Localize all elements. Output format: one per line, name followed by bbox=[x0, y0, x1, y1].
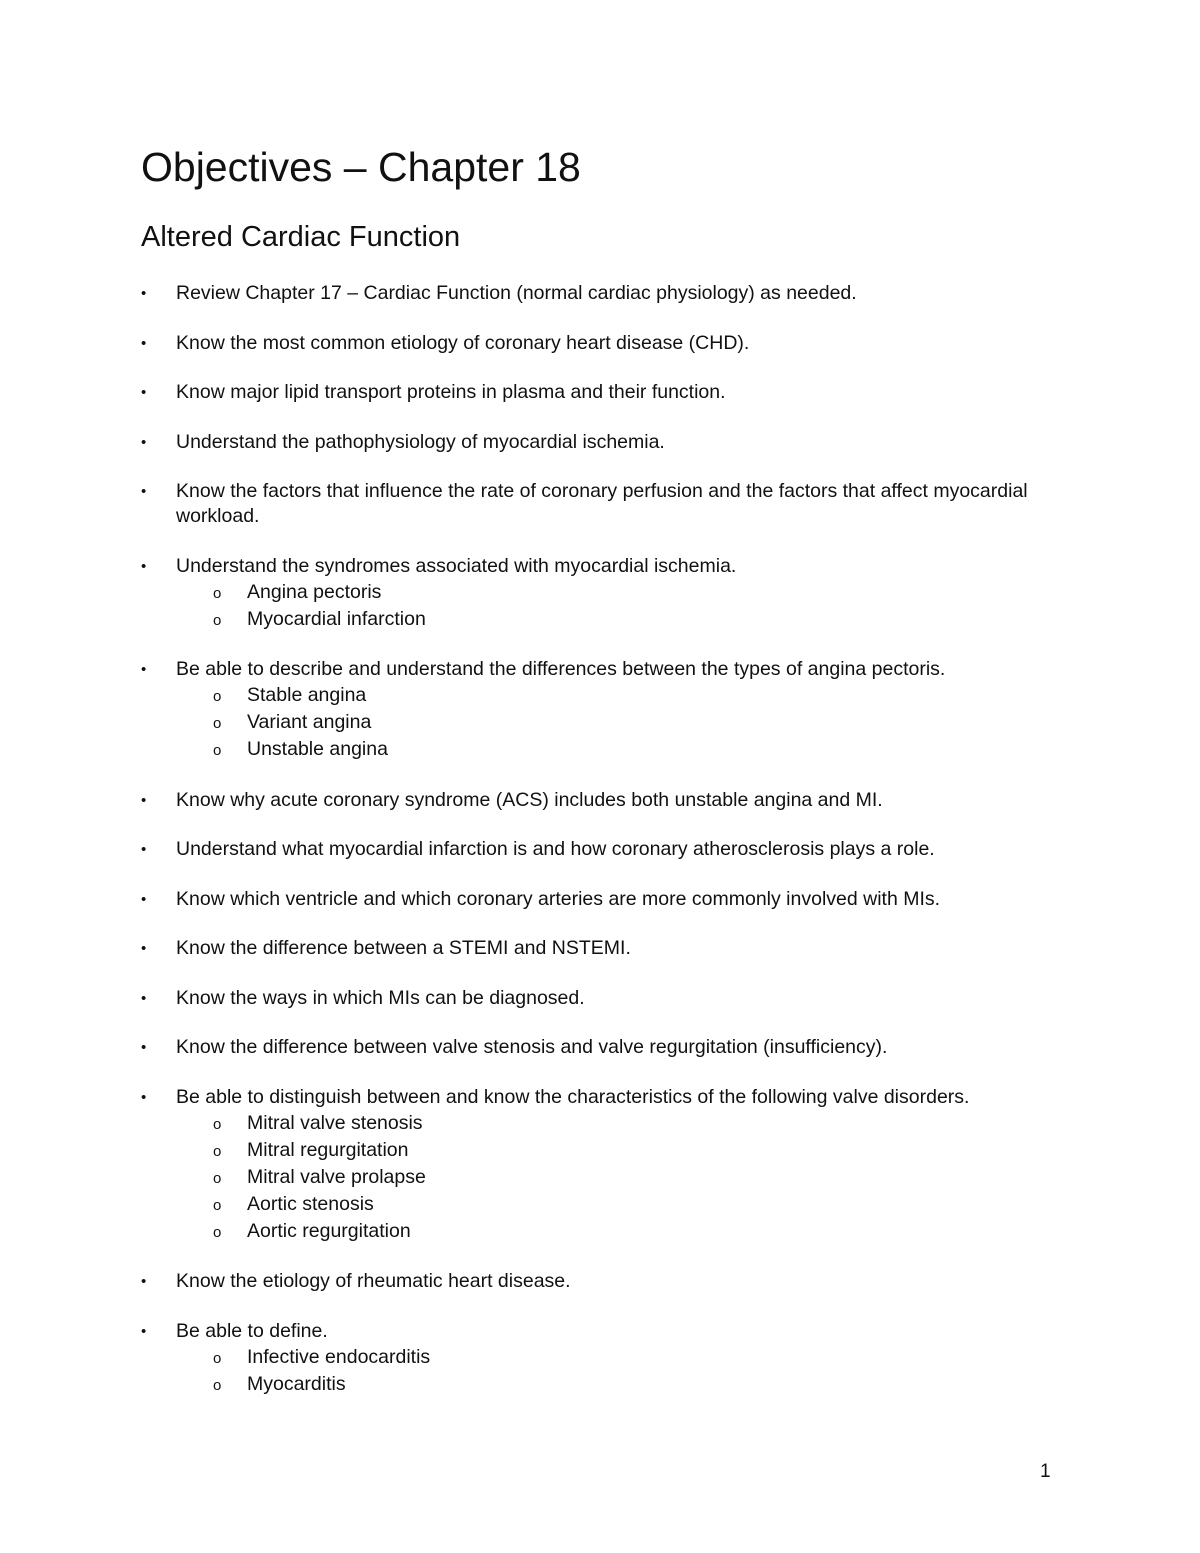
sub-item-text: Unstable angina bbox=[247, 738, 388, 760]
sub-item-text: Variant angina bbox=[247, 711, 372, 733]
sub-item-text: Myocarditis bbox=[247, 1372, 346, 1395]
hollow-bullet-icon: o bbox=[213, 1223, 222, 1241]
objective-item bbox=[141, 380, 1071, 405]
objective-text: Know the ways in which MIs can be diagnosed. bbox=[176, 986, 585, 1009]
objective-text: Know why acute coronary syndrome (ACS) includes both unstable angina and MI. bbox=[176, 788, 883, 811]
objective-item bbox=[141, 887, 1071, 912]
bullet-icon: • bbox=[141, 483, 147, 500]
objective-text: Understand what myocardial infarction is and how coronary atherosclerosis plays a role. bbox=[176, 838, 935, 860]
sub-list-item bbox=[213, 606, 1071, 633]
hollow-bullet-icon: o bbox=[213, 1169, 222, 1187]
bullet-icon: • bbox=[141, 384, 147, 401]
bullet-icon: • bbox=[141, 1273, 147, 1290]
sub-item-text: Infective endocarditis bbox=[247, 1345, 431, 1368]
objective-text: Be able to describe and understand the differences between the types of angina pectoris. bbox=[176, 658, 946, 680]
objective-item bbox=[141, 936, 1071, 961]
objective-text: Be able to define. bbox=[176, 1319, 328, 1342]
sub-list-item bbox=[213, 709, 1071, 736]
hollow-bullet-icon: o bbox=[213, 1115, 222, 1133]
hollow-bullet-icon: o bbox=[213, 1142, 222, 1160]
objective-text: Know which ventricle and which coronary arteries are more commonly involved with MIs. bbox=[176, 887, 941, 910]
bullet-icon: • bbox=[141, 661, 147, 678]
hollow-bullet-icon: o bbox=[213, 742, 222, 759]
sub-item-text: Aortic regurgitation bbox=[247, 1219, 411, 1242]
bullet-icon: • bbox=[141, 989, 147, 1007]
sub-list bbox=[176, 1110, 1071, 1245]
objective-item bbox=[141, 331, 1071, 356]
objective-text: Understand the pathophysiology of myocardial ischemia. bbox=[176, 430, 665, 453]
objective-item bbox=[141, 1319, 1071, 1398]
sub-list-item bbox=[213, 1344, 1071, 1371]
sub-list-item bbox=[213, 579, 1071, 606]
hollow-bullet-icon: o bbox=[213, 688, 222, 705]
bullet-icon: • bbox=[141, 890, 147, 908]
bullet-icon: • bbox=[141, 285, 147, 302]
sub-list-item bbox=[213, 1137, 1071, 1164]
bullet-icon: • bbox=[141, 1322, 147, 1340]
objectives-list bbox=[141, 281, 1071, 1422]
sub-list-item bbox=[213, 1164, 1071, 1191]
objective-text: Know the etiology of rheumatic heart disease. bbox=[176, 1270, 571, 1292]
hollow-bullet-icon: o bbox=[213, 1196, 222, 1214]
sub-list bbox=[176, 579, 1071, 633]
sub-list-item bbox=[213, 736, 1071, 763]
bullet-icon: • bbox=[141, 557, 147, 575]
hollow-bullet-icon: o bbox=[213, 584, 222, 602]
sub-item-text: Angina pectoris bbox=[247, 580, 382, 603]
objective-text: Know the difference between valve stenosis and valve regurgitation (insufficiency). bbox=[176, 1036, 888, 1058]
hollow-bullet-icon: o bbox=[213, 1376, 222, 1394]
hollow-bullet-icon: o bbox=[213, 1349, 222, 1367]
bullet-icon: • bbox=[141, 433, 147, 451]
objective-text: Understand the syndromes associated with myocardial ischemia. bbox=[176, 554, 737, 577]
objective-item bbox=[141, 657, 1071, 763]
page-title: Objectives – Chapter 18 bbox=[141, 144, 581, 190]
objective-item bbox=[141, 479, 1071, 529]
hollow-bullet-icon: o bbox=[213, 611, 222, 629]
sub-list-item bbox=[213, 1191, 1071, 1218]
objective-text: Know the factors that influence the rate of coronary perfusion and the factors that affect myocardial workload. bbox=[176, 480, 1028, 527]
sub-item-text: Stable angina bbox=[247, 684, 367, 706]
page-number: 1 bbox=[1040, 1461, 1051, 1482]
sub-list-item bbox=[213, 1371, 1071, 1398]
sub-list-item bbox=[213, 1218, 1071, 1245]
objective-text: Review Chapter 17 – Cardiac Function (normal cardiac physiology) as needed. bbox=[176, 282, 857, 304]
objective-text: Be able to distinguish between and know the characteristics of the following valve disorders. bbox=[176, 1085, 970, 1108]
bullet-icon: • bbox=[141, 1039, 147, 1056]
sub-item-text: Mitral valve prolapse bbox=[247, 1165, 426, 1188]
hollow-bullet-icon: o bbox=[213, 715, 222, 732]
page-subtitle: Altered Cardiac Function bbox=[141, 221, 461, 253]
objective-text: Know the most common etiology of coronary heart disease (CHD). bbox=[176, 331, 750, 354]
objective-item bbox=[141, 788, 1071, 813]
objective-item bbox=[141, 281, 1071, 306]
bullet-icon: • bbox=[141, 940, 147, 957]
objective-text: Know the difference between a STEMI and NSTEMI. bbox=[176, 937, 631, 959]
objective-item bbox=[141, 1269, 1071, 1294]
bullet-icon: • bbox=[141, 1088, 147, 1106]
objective-item bbox=[141, 986, 1071, 1011]
sub-item-text: Mitral valve stenosis bbox=[247, 1111, 423, 1134]
sub-list-item bbox=[213, 1110, 1071, 1137]
objective-item bbox=[141, 837, 1071, 862]
sub-item-text: Aortic stenosis bbox=[247, 1192, 374, 1215]
objective-item bbox=[141, 430, 1071, 455]
objective-item bbox=[141, 1035, 1071, 1060]
bullet-icon: • bbox=[141, 334, 147, 352]
bullet-icon: • bbox=[141, 841, 147, 858]
objective-text: Know major lipid transport proteins in plasma and their function. bbox=[176, 381, 726, 403]
sub-item-text: Mitral regurgitation bbox=[247, 1138, 409, 1161]
sub-list bbox=[176, 682, 1071, 763]
objective-item bbox=[141, 1085, 1071, 1245]
sub-list bbox=[176, 1344, 1071, 1398]
sub-list-item bbox=[213, 682, 1071, 709]
bullet-icon: • bbox=[141, 791, 147, 809]
objective-item bbox=[141, 554, 1071, 633]
sub-item-text: Myocardial infarction bbox=[247, 607, 426, 630]
